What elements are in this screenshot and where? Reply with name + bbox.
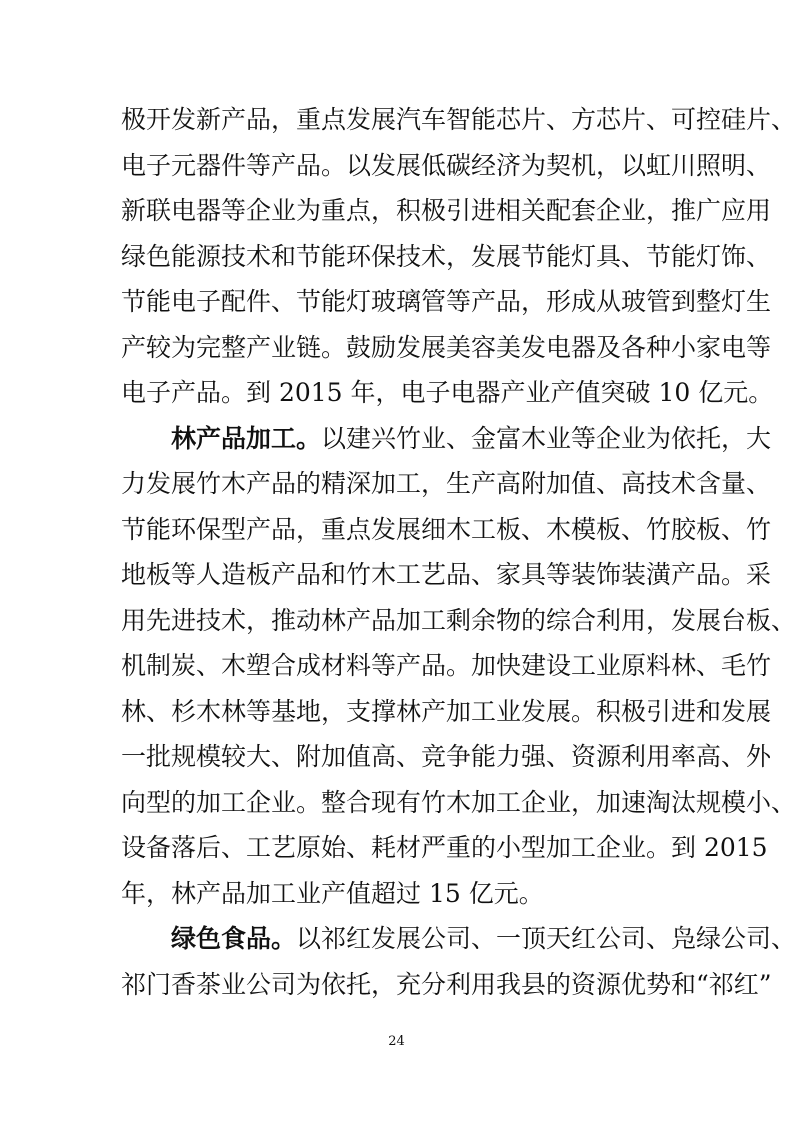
text-line: 向型的加工企业。整合现有竹木加工企业，加速淘汰规模小、 (121, 788, 796, 817)
text-run: 以建兴竹业、金富木业等企业为依托，大 (321, 424, 772, 453)
text-line: 设备落后、工艺原始、耗材严重的小型加工企业。到 2015 (121, 833, 768, 862)
text-line: 林、杉木林等基地，支撑林产加工业发展。积极引进和发展 (121, 697, 772, 726)
text-line: 电子产品。到 2015 年，电子电器产业产值突破 10 亿元。 (121, 378, 774, 407)
text-line: 力发展竹木产品的精深加工，生产高附加值、高技术含量、 (121, 469, 772, 498)
text-line: 节能环保型产品，重点发展细木工板、木模板、竹胶板、竹 (121, 515, 772, 544)
paragraph-first-line (171, 919, 796, 959)
section-heading: 绿色食品。 (171, 924, 297, 953)
text-line: 新联电器等企业为重点，积极引进相关配套企业，推广应用 (121, 196, 772, 225)
paragraph-first-line (171, 419, 772, 459)
text-line: 极开发新产品，重点发展汽车智能芯片、方芯片、可控硅片、 (121, 105, 796, 134)
text-line: 机制炭、木塑合成材料等产品。加快建设工业原料林、毛竹 (121, 651, 772, 680)
text-line: 节能电子配件、节能灯玻璃管等产品，形成从玻管到整灯生 (121, 287, 772, 316)
page-number: 24 (388, 1034, 405, 1049)
text-line: 绿色能源技术和节能环保技术，发展节能灯具、节能灯饰、 (121, 242, 772, 271)
section-heading: 林产品加工。 (171, 424, 322, 453)
text-line: 祁门香茶业公司为依托，充分利用我县的资源优势和“祁红” (121, 970, 772, 999)
text-line: 一批规模较大、附加值高、竞争能力强、资源利用率高、外 (121, 742, 772, 771)
text-line: 产较为完整产业链。鼓励发展美容美发电器及各种小家电等 (121, 333, 772, 362)
text-run: 以祁红发展公司、一顶天红公司、凫绿公司、 (296, 924, 796, 953)
text-line: 地板等人造板产品和竹木工艺品、家具等装饰装潢产品。采 (121, 560, 772, 589)
text-line: 电子元器件等产品。以发展低碳经济为契机，以虹川照明、 (121, 151, 772, 180)
text-line: 用先进技术，推动林产品加工剩余物的综合利用，发展台板、 (121, 606, 796, 635)
text-line: 年，林产品加工业产值超过 15 亿元。 (121, 879, 544, 908)
